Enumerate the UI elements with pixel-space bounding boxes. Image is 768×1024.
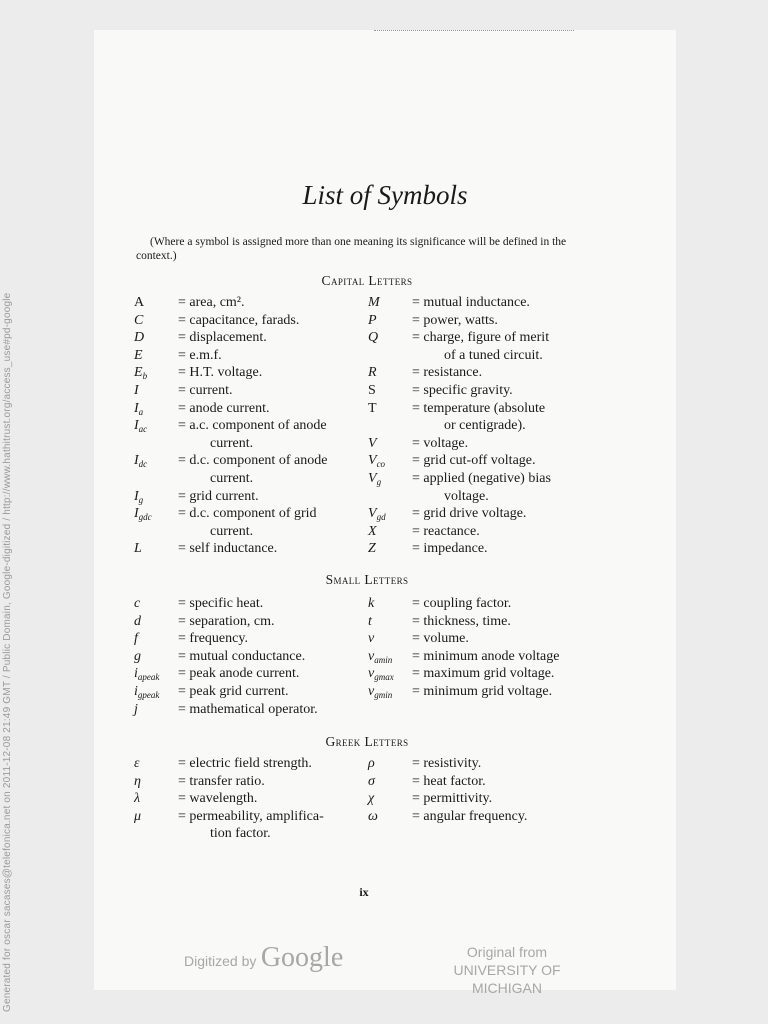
symbol: χ <box>368 791 375 807</box>
definition: = grid current. <box>178 488 259 504</box>
symbol: σ <box>368 773 375 789</box>
symbol: $V_{co}$ <box>368 453 386 470</box>
definition: = a.c. component of anode current. <box>178 418 327 451</box>
symbol: M <box>368 295 380 310</box>
symbol: S <box>368 383 376 398</box>
definition: = voltage. <box>412 435 469 451</box>
symbol: X <box>368 523 377 539</box>
original-from <box>422 943 592 997</box>
symbol: D <box>134 330 145 346</box>
university-name: UNIVERSITY OF MICHIGAN <box>453 962 561 996</box>
symbol: $V_{gd}$ <box>368 506 386 523</box>
definition: = angular frequency. <box>412 808 528 824</box>
definition: = separation, cm. <box>178 613 275 629</box>
definition: = minimum grid voltage. <box>412 684 553 699</box>
definition: = capacitance, farads. <box>178 312 300 328</box>
symbol: E <box>134 347 143 363</box>
symbol: $I_{gdc}$ <box>134 506 152 523</box>
definition: = impedance. <box>412 541 488 557</box>
symbol: $v_{gmax}$ <box>368 666 394 683</box>
symbol: V <box>368 435 377 451</box>
definition: = thickness, time. <box>412 613 511 629</box>
definition: = e.m.f. <box>178 347 222 363</box>
definition: = wavelength. <box>178 791 258 807</box>
definition: = current. <box>178 383 233 398</box>
symbol: R <box>368 365 377 381</box>
page-title: List of Symbols <box>302 180 468 210</box>
definition: = area, cm². <box>178 295 245 310</box>
symbol: T <box>368 400 377 416</box>
definition: = grid drive voltage. <box>412 506 527 522</box>
definition: = frequency. <box>178 631 248 647</box>
symbol: $v_{gmin}$ <box>368 684 393 700</box>
definition: = specific gravity. <box>412 383 513 398</box>
google-logo: Google <box>260 942 344 973</box>
symbol: $v_{amin}$ <box>368 648 393 665</box>
symbol: k <box>368 596 375 611</box>
symbol: d <box>134 613 141 629</box>
symbol: $I_{dc}$ <box>134 453 148 470</box>
definition: = minimum anode voltage <box>412 648 560 664</box>
symbol: $I_a$ <box>134 400 144 417</box>
symbol: $I_{ac}$ <box>134 418 148 435</box>
symbol: ρ <box>368 756 375 771</box>
symbol: $i_{gpeak}$ <box>134 684 160 700</box>
intro-note: (Where a symbol is assigned more than one meaning its significance will be defined in the context.) <box>136 236 567 262</box>
symbol: j <box>134 701 138 717</box>
definition: = electric field strength. <box>178 756 312 771</box>
definition: = mutual conductance. <box>178 648 306 664</box>
definition: = permeability, amplifica- tion factor. <box>178 808 324 842</box>
symbol: g <box>134 648 141 664</box>
book-page <box>94 30 676 996</box>
section-heading-small: Small Letters <box>325 572 409 587</box>
symbol: λ <box>134 791 141 807</box>
definition: = specific heat. <box>178 596 264 611</box>
definition: = permittivity. <box>412 791 493 807</box>
definition: = heat factor. <box>412 773 486 789</box>
definition: = resistivity. <box>412 756 482 771</box>
symbol: v <box>368 631 375 647</box>
symbol: I <box>134 383 139 398</box>
definition: = mathematical operator. <box>178 701 318 717</box>
symbol: L <box>134 541 142 557</box>
definition: = d.c. component of anode current. <box>178 453 328 486</box>
definition: = coupling factor. <box>412 596 512 611</box>
definition: = displacement. <box>178 330 267 346</box>
definition: = anode current. <box>178 400 270 416</box>
symbol: A <box>134 295 145 310</box>
symbol: μ <box>134 808 142 824</box>
definition: = power, watts. <box>412 312 498 328</box>
original-from-label: Original from <box>466 944 548 960</box>
digitized-label: Digitized by <box>184 953 257 969</box>
definition: = mutual inductance. <box>412 295 530 310</box>
symbol: Z <box>368 541 376 557</box>
page-number: ix <box>359 885 369 899</box>
section-heading-capital: Capital Letters <box>321 273 413 288</box>
symbol: ω <box>368 808 378 824</box>
symbol: t <box>368 613 372 629</box>
symbol: f <box>134 631 138 647</box>
definition: = H.T. voltage. <box>178 365 263 381</box>
symbol: $E_b$ <box>134 365 148 382</box>
definition: = grid cut-off voltage. <box>412 453 536 469</box>
symbol: η <box>134 773 141 789</box>
definition: = self inductance. <box>178 541 278 557</box>
symbol: $V_g$ <box>368 471 382 487</box>
definition: = temperature (absolute or centigrade). <box>412 400 546 434</box>
section-heading-greek: Greek Letters <box>325 734 409 749</box>
symbol: c <box>134 596 141 611</box>
definition: = applied (negative) bias voltage. <box>412 471 551 504</box>
symbol: P <box>368 312 377 328</box>
access-watermark: Generated for oscar sacases@telefonica.net on 2011-12-08 21:49 GMT / Public Domain, Google-digitized / http://www.hathitrust.org/access_use#pd-google <box>2 292 13 1012</box>
definition: = transfer ratio. <box>178 773 265 789</box>
digitized-by-google <box>184 942 343 974</box>
definition: = reactance. <box>412 523 480 539</box>
scan-marks <box>374 30 574 33</box>
symbol: Q <box>368 330 379 346</box>
definition: = charge, figure of merit of a tuned circuit. <box>412 330 550 363</box>
symbol: C <box>134 312 144 328</box>
symbol: $i_{apeak}$ <box>134 666 160 683</box>
symbol: ε <box>134 756 140 771</box>
definition: = peak grid current. <box>178 684 289 699</box>
symbol: $I_g$ <box>134 488 144 505</box>
definition: = maximum grid voltage. <box>412 666 555 682</box>
definition: = volume. <box>412 631 469 647</box>
definition: = resistance. <box>412 365 483 381</box>
definition: = peak anode current. <box>178 666 300 682</box>
definition: = d.c. component of grid current. <box>178 506 317 539</box>
